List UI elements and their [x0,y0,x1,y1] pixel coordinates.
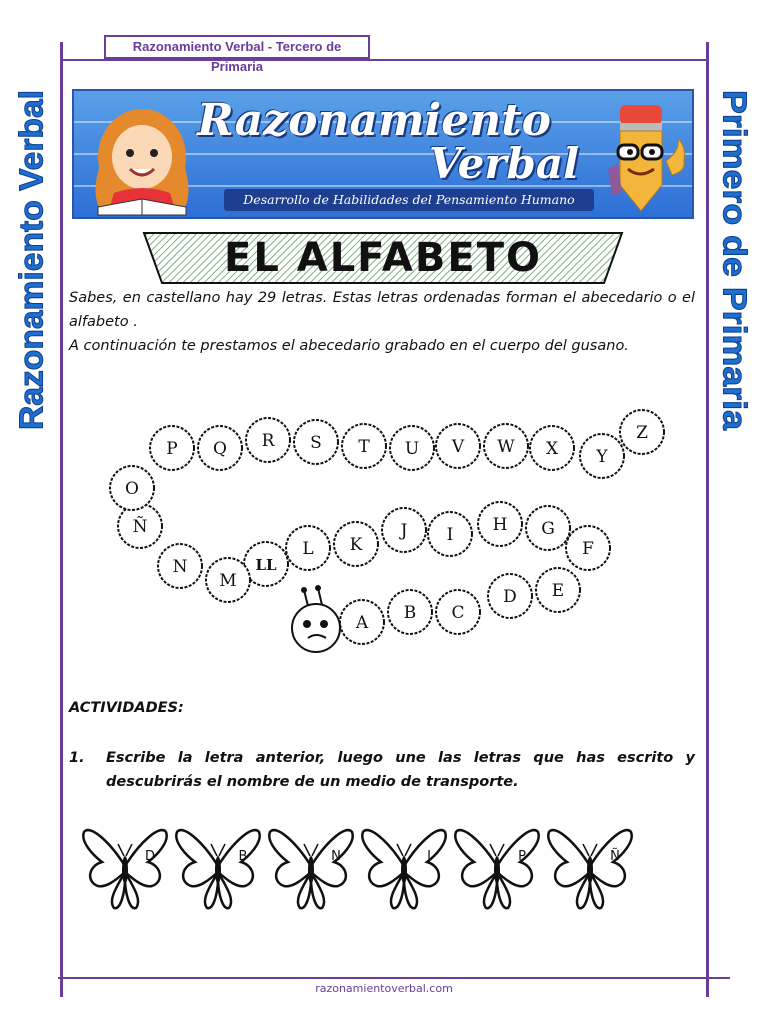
banner-title-line2: Verbal [428,139,580,188]
activity-item [69,746,695,794]
butterfly [269,830,352,908]
left-side-title-text: Razonamiento Verbal [12,96,50,430]
worm-letter: Y [596,447,608,467]
worm-letter: N [172,557,188,577]
worm-letter: X [545,439,559,459]
girl-reading-illustration [80,95,200,217]
worm-segment [206,558,250,602]
worm-segment [620,410,664,454]
banner-title-line1: Razonamiento [197,95,551,146]
worm-segment [340,600,384,644]
worm-letter: I [446,525,454,545]
butterfly-letter: J [427,849,431,864]
worm-segment [388,590,432,634]
butterfly-icon [176,830,259,908]
worm-letter: Ñ [132,517,148,537]
frame-top-line [62,59,706,61]
worm-segment [334,522,378,566]
butterfly [176,830,259,908]
frame-right-line [706,42,709,997]
worm-letter: O [125,479,139,499]
main-title: EL ALFABETO [224,235,542,281]
worm-segment [246,418,290,462]
worm-segment [436,424,480,468]
worm-segment [536,568,580,612]
worm-segment [428,512,472,556]
alphabet-worm [100,400,680,670]
worm-letter: U [404,439,420,459]
worm-head [292,585,340,652]
activity-text: Escribe la letra anterior, luego une las letras que has escrito y descubrirás el nombre de un medio de transporte. [106,750,695,790]
worm-letter: T [358,437,370,457]
worm-letter: M [219,571,237,591]
worm-letter: G [541,519,555,539]
worm-letter: F [582,539,594,559]
worm-letter: LL [255,556,277,574]
worm-letter: H [492,515,508,535]
butterfly [548,830,631,908]
worm-letter: D [503,587,517,607]
worm-letter: V [451,437,465,457]
worm-segment [530,426,574,470]
header-tab: Razonamiento Verbal - Tercero de Primaria [104,35,370,59]
worm-segment [382,508,426,552]
worm-segment [580,434,624,478]
butterfly-letter: Ñ [610,849,620,864]
worm-letter: Z [636,423,648,443]
worm-segment [478,502,522,546]
worm-segment [488,574,532,618]
right-side-title [712,88,758,433]
worm-segment [158,544,202,588]
butterfly-row [80,822,650,914]
butterfly-letter: D [144,849,156,864]
worm-letter: P [166,439,178,459]
worm-segment [390,426,434,470]
butterfly-letter: P [518,849,526,864]
intro-paragraph: Sabes, en castellano hay 29 letras. Estas letras ordenadas forman el abecedario o el alfabeto . [69,290,695,330]
worm-segment [342,424,386,468]
worm-segment [294,420,338,464]
worm-letter: S [310,433,322,453]
worm-segment [286,526,330,570]
worm-letter: E [551,581,565,601]
continuation-paragraph: A continuación te prestamos el abecedario grabado en el cuerpo del gusano. [69,338,629,354]
left-side-title [8,88,54,433]
worm-letter: B [403,603,417,623]
worm-segment [198,426,242,470]
worm-segment [150,426,194,470]
butterfly-icon [362,830,445,908]
butterfly-icon [83,830,166,908]
worm-letter: K [349,535,363,555]
worm-letter: C [451,603,465,623]
activities-title: ACTIVIDADES: [69,700,184,716]
worm-letter: Q [213,439,227,459]
worm-letter: R [261,431,275,451]
worm-segment [566,526,610,570]
butterfly-icon [548,830,631,908]
footer-url: razonamientoverbal.com [315,982,453,995]
butterfly-letter: N [331,849,341,864]
butterfly [455,830,538,908]
butterfly [83,830,166,908]
worm-segment [436,590,480,634]
worm-segment [484,424,528,468]
frame-left-line [60,42,63,997]
worm-letter: J [400,521,408,541]
worm-segment [110,466,154,510]
butterfly [362,830,445,908]
activity-number: 1. [69,750,85,766]
banner-subtitle: Desarrollo de Habilidades del Pensamiento Humano [224,189,594,211]
butterfly-icon [269,830,352,908]
worm-segment [526,506,570,550]
worm-letter: W [497,437,515,457]
header-banner [72,89,694,219]
butterfly-icon [455,830,538,908]
worm-segment [118,504,162,548]
worm-letter: L [302,539,314,559]
butterfly-letter: B [238,849,248,864]
frame-bottom-line [58,977,730,979]
pencil-mascot-illustration [606,99,692,217]
right-side-title-text: Primero de Primaria [716,90,754,404]
worm-letter: A [355,613,369,633]
